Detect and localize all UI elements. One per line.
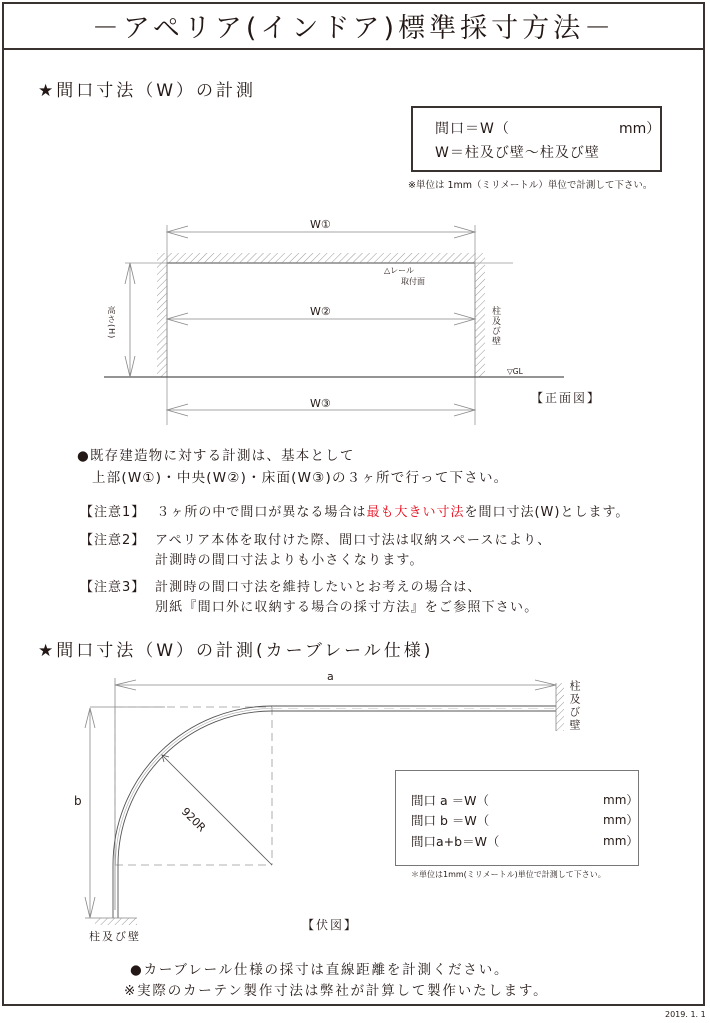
note2-line2: 計測時の間口寸法よりも小さくなります。	[155, 553, 424, 568]
formula-a-label: 間口 a ＝W（	[411, 793, 489, 808]
note1-label: 【注意1】	[80, 505, 146, 520]
note1-post: を間口寸法(W)とします。	[464, 505, 630, 520]
b-dimension	[85, 707, 165, 918]
note3-label: 【注意3】	[80, 580, 146, 595]
note1-pre: ３ヶ所の中で間口が異なる場合は	[156, 505, 367, 520]
formula-b-label: 間口 b ＝W（	[411, 813, 490, 828]
w1-label: W①	[310, 218, 331, 231]
unit-note-1: ※単位は 1mm（ミリメートル）単位で計測して下さい。	[408, 180, 653, 191]
formula-ab-label: 間口a+b＝W（	[411, 834, 500, 849]
wall-bottom-label: 柱及び壁	[89, 930, 141, 943]
formula-ab-unit: mm）	[603, 834, 639, 848]
bullet-line2: 上部(W①)・中央(W②)・床面(W③)の３ヶ所で行って下さい。	[92, 470, 509, 486]
rail-label-2: 取付面	[401, 277, 425, 286]
note3-line1: 計測時の間口寸法を維持したいとお考えの場合は、	[155, 580, 482, 595]
note3-line2: 別紙『間口外に収納する場合の採寸方法』をご参照下さい。	[155, 600, 539, 615]
w2-label: W②	[310, 305, 331, 318]
bullet2-line2: ※実際のカーテン製作寸法は弊社が計算して製作いたします。	[124, 983, 549, 999]
b-label: b	[74, 794, 82, 808]
front-view-caption: 【正面図】	[531, 391, 602, 405]
formula-line2: W＝柱及び壁～柱及び壁	[435, 145, 600, 161]
radius-line	[162, 755, 272, 865]
note2-label: 【注意2】	[80, 533, 146, 548]
footer-date: 2019. 1. 1	[665, 1010, 706, 1019]
rail-label-1: △レール	[384, 266, 414, 275]
formula-b-unit: mm）	[603, 813, 639, 827]
plan-view-caption: 【伏図】	[302, 918, 359, 932]
section1-heading: ★間口寸法（W）の計測	[38, 81, 257, 101]
a-label: a	[327, 670, 334, 683]
formula-a-unit: mm）	[603, 793, 639, 807]
bullet2-line1: ●カーブレール仕様の採寸は直線距離を計測ください。	[130, 962, 510, 978]
section2-heading: ★間口寸法（W）の計測(カーブレール仕様)	[38, 641, 434, 661]
unit-note-2: ＊単位は1mm(ミリメートル)単位で計測して下さい。	[411, 870, 606, 879]
right-wall-hatch	[556, 683, 564, 731]
formula-line1-label: 間口＝W（	[435, 121, 510, 137]
wall-label: 柱及び壁	[490, 306, 500, 346]
note1-highlight: 最も大きい寸法	[366, 505, 465, 520]
formula-box-2	[395, 770, 639, 866]
radius-label: 920R	[178, 805, 209, 835]
w3-label: W③	[310, 397, 331, 410]
page-title: －アペリア(インドア)標準採寸方法－	[91, 12, 616, 44]
note2-line1: アペリア本体を取付けた際、間口寸法は収納スペースにより、	[155, 533, 552, 548]
wall-right-label: 柱及び壁	[568, 680, 581, 732]
formula-line1-unit: mm）	[619, 121, 661, 137]
bullet-line1: ●既存建造物に対する計測は、基本として	[77, 448, 355, 464]
height-label: 高さ(H)	[107, 306, 116, 340]
bottom-wall-hatch	[95, 918, 137, 925]
gl-label: ▽GL	[507, 367, 523, 376]
